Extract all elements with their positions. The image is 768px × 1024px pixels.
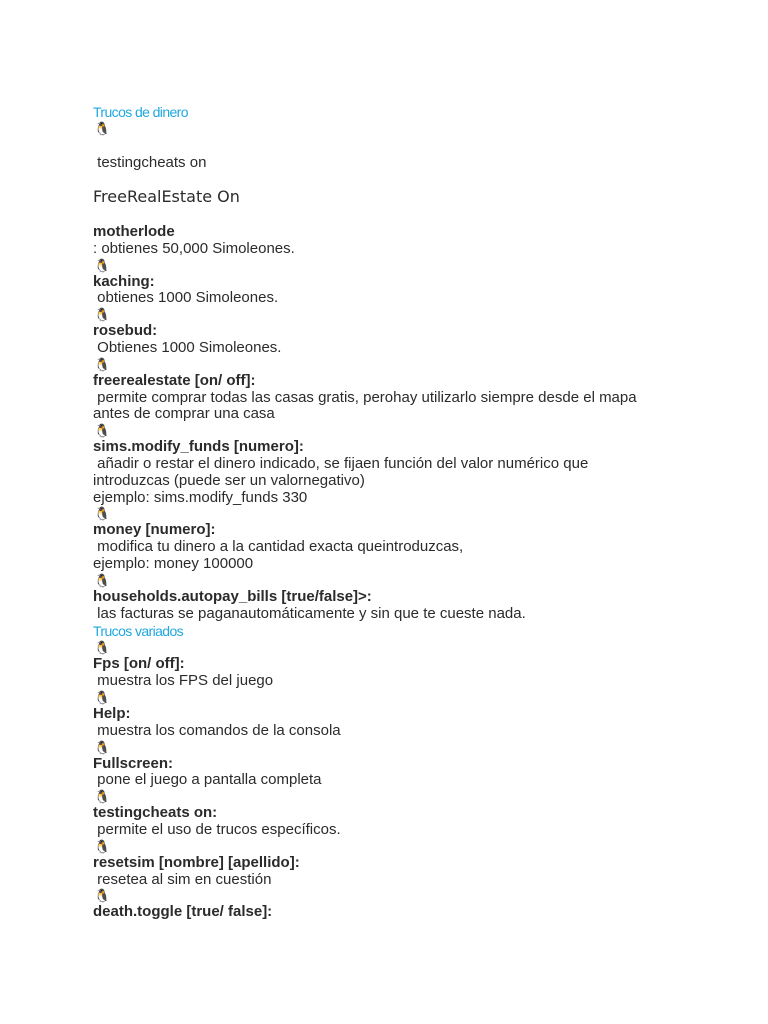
cheat-description: muestra los comandos de la consola [93,721,341,739]
penguin-icon: 🐧 [94,789,111,805]
penguin-icon: 🐧 [94,572,111,588]
cheat-description: pone el juego a pantalla completa [93,771,322,789]
cheat-term: rosebud: [93,322,158,340]
cheat-description: resetea al sim en cuestión [93,870,272,888]
cheat-description: introduzcas (puede ser un valornegativo) [93,471,365,489]
cheat-description: muestra los FPS del juego [93,672,274,690]
cheat-description: las facturas se paganautomáticamente y sin que te cueste nada. [93,604,526,622]
penguin-icon: 🐧 [94,739,111,755]
cheat-description: ejemplo: sims.modify_funds 330 [93,488,308,506]
cheat-term: resetsim [nombre] [apellido]: [93,853,300,871]
cheat-term: death.toggle [true/ false]: [93,903,273,921]
section-heading-money: Trucos de dinero [93,104,188,120]
cheat-term: freerealestate [on/ off]: [93,371,256,389]
varied-cheat-list [93,640,673,921]
free-real-estate-line: FreeRealEstate On [93,187,240,206]
penguin-icon: 🐧 [94,423,111,439]
cheat-description: antes de comprar una casa [93,405,275,423]
penguin-icon: 🐧 [94,356,111,372]
cheat-term: households.autopay_bills [true/false]>: [93,587,372,605]
spacer [93,137,673,154]
cheat-description: obtienes 1000 Simoleones. [93,289,279,307]
cheat-term: motherlode [93,223,175,240]
intro-line: testingcheats on [93,154,207,171]
cheat-description: ejemplo: money 100000 [93,554,254,572]
cheat-term: money [numero]: [93,521,216,539]
penguin-icon: 🐧 [94,257,111,273]
section-heading-varied: Trucos variados [93,623,184,640]
document-body [93,103,673,921]
penguin-icon: 🐧 [94,888,111,904]
cheat-term: sims.modify_funds [numero]: [93,438,304,456]
cheat-term: Fullscreen: [93,754,174,772]
penguin-icon: 🐧 [94,307,111,323]
cheat-description: permite comprar todas las casas gratis, perohay utilizarlo siempre desde el mapa [93,388,637,406]
cheat-term: testingcheats on: [93,804,218,822]
penguin-icon: 🐧 [94,838,111,854]
cheat-term: kaching: [93,272,155,290]
cheat-description: modifica tu dinero a la cantidad exacta queintroduzcas, [93,538,464,556]
penguin-icon: 🐧 [94,121,111,136]
cheat-description: permite el uso de trucos específicos. [93,820,341,838]
penguin-icon: 🐧 [94,640,111,656]
penguin-icon: 🐧 [94,506,111,522]
cheat-term: Help: [93,704,131,722]
penguin-icon: 🐧 [94,689,111,705]
cheat-term: Fps [on/ off]: [93,655,185,673]
cheat-description: añadir o restar el dinero indicado, se fijaen función del valor numérico que [93,454,589,472]
cheat-description: Obtienes 1000 Simoleones. [93,338,282,356]
money-cheat-list [93,224,673,622]
cheat-description: : obtienes 50,000 Simoleones. [93,239,295,257]
